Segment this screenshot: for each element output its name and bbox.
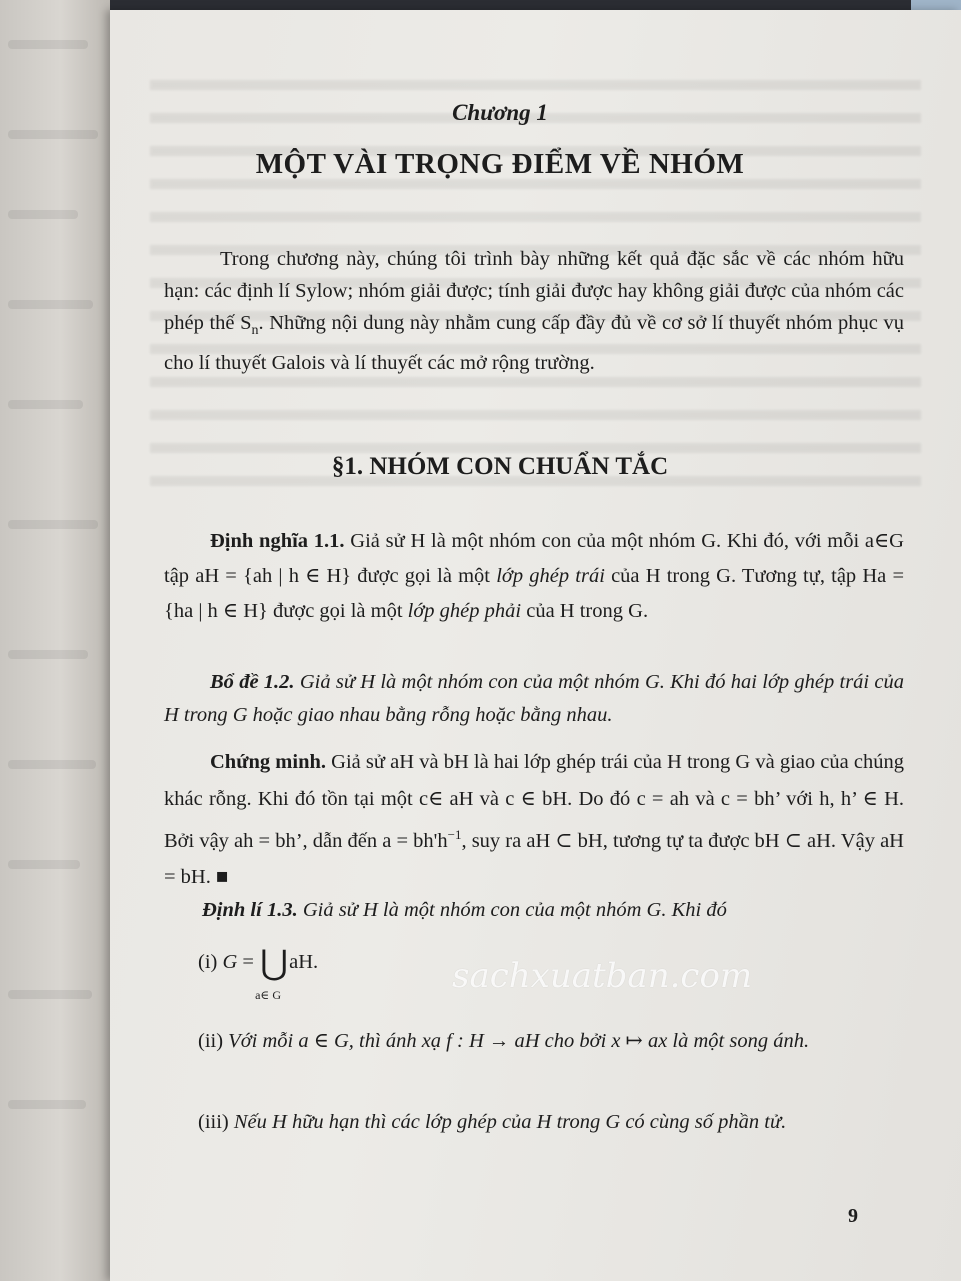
adjacent-page-edge bbox=[0, 0, 110, 1281]
intro-text: Trong chương này, chúng tôi trình bày những kết quả đặc sắc về các nhóm hữu hạn: các định lí Sylow; nhóm giải được; tính giải được hay không giải được của nhóm các phép thế S bbox=[164, 248, 904, 334]
term-left-coset: lớp ghép trái bbox=[496, 565, 605, 587]
theorem-label: Định lí 1.3. bbox=[202, 899, 298, 921]
math-lhs: G bbox=[222, 951, 238, 973]
union-operator: ⋃ bbox=[260, 945, 289, 982]
math-equals: = bbox=[237, 951, 260, 973]
union-index: a∈ G bbox=[255, 988, 281, 1002]
theorem-text: Giả sử H là một nhóm con của một nhóm G. Khi đó bbox=[297, 899, 727, 921]
bleed-line bbox=[8, 760, 96, 769]
bleed-line bbox=[8, 400, 83, 409]
math-rhs: aH. bbox=[289, 951, 319, 973]
item-number: (iii) bbox=[198, 1111, 229, 1133]
proof-text-end: , suy ra aH ⊂ bH, tương tự ta được bH ⊂ aH. Vậy aH = bH. ■ bbox=[164, 829, 904, 889]
definition-text: của H trong G. bbox=[521, 600, 649, 622]
proof-paragraph bbox=[164, 744, 904, 896]
item-number: (ii) bbox=[198, 1030, 224, 1052]
item-number: (i) bbox=[198, 951, 218, 973]
bleed-line bbox=[8, 990, 92, 999]
bleed-line bbox=[8, 650, 88, 659]
watermark: sachxuatban.com bbox=[452, 956, 753, 996]
item-text: Với mỗi a ∈ G, thì ánh xạ f : H → aH cho bởi x ↦ ax là một song ánh. bbox=[228, 1030, 810, 1052]
bleed-line bbox=[8, 300, 93, 309]
definition-paragraph bbox=[164, 524, 904, 629]
bleed-line bbox=[8, 40, 88, 49]
definition-label: Định nghĩa 1.1. bbox=[210, 530, 345, 552]
subscript: n bbox=[251, 323, 259, 339]
theorem-item-3 bbox=[198, 1106, 880, 1138]
proof-label: Chứng minh. bbox=[210, 751, 327, 773]
lemma-label: Bổ đề 1.2. bbox=[210, 671, 295, 693]
intro-text-end: . Những nội dung này nhằm cung cấp đầy đủ về cơ sở lí thuyết nhóm phục vụ cho lí thuyết Galois và lí thuyết các mở rộng trường. bbox=[164, 312, 904, 375]
item-text: Nếu H hữu hạn thì các lớp ghép của H trong G có cùng số phần tử. bbox=[233, 1111, 787, 1133]
proof-text: Giả sử aH và bH là hai lớp ghép trái của H trong G và giao của chúng khác rỗng. Khi đó tồn tại một c∈ aH và c ∈ bH. Do đó c = ah và c = bh’ với h, h’ ∈ H. Bởi vậy ah = bh’, dẫn đến a = bh'h bbox=[164, 751, 904, 852]
chapter-title: MỘT VÀI TRỌNG ĐIỂM VỀ NHÓM bbox=[255, 148, 745, 180]
page-number: 9 bbox=[848, 1205, 858, 1227]
bleed-line bbox=[8, 860, 80, 869]
lemma-paragraph bbox=[164, 666, 904, 732]
superscript: −1 bbox=[447, 827, 462, 842]
term-right-coset: lớp ghép phải bbox=[407, 600, 522, 622]
book-page bbox=[110, 10, 961, 1281]
bleed-line bbox=[8, 130, 98, 139]
intro-paragraph bbox=[164, 243, 904, 379]
definition-text: Giả sử H là một nhóm con của một nhóm G. Khi đó, với mỗi a∈G tập aH = {ah | h ∈ H} được gọi là một bbox=[164, 530, 904, 587]
union-symbol bbox=[255, 945, 289, 1002]
bleed-line bbox=[8, 210, 78, 219]
chapter-label: Chương 1 bbox=[452, 100, 548, 125]
theorem-item-2 bbox=[198, 1025, 880, 1057]
lemma-text: Giả sử H là một nhóm con của một nhóm G. Khi đó hai lớp ghép trái của H trong G hoặc giao nhau bằng rỗng hoặc bằng nhau. bbox=[164, 671, 904, 726]
bleed-line bbox=[8, 520, 98, 529]
section-heading: §1. NHÓM CON CHUẨN TẮC bbox=[331, 453, 669, 480]
theorem-statement bbox=[202, 899, 922, 922]
definition-text: của H trong G. Tương tự, tập Ha = {ha | h ∈ H} được gọi là một bbox=[164, 565, 904, 622]
bleed-line bbox=[8, 1100, 86, 1109]
